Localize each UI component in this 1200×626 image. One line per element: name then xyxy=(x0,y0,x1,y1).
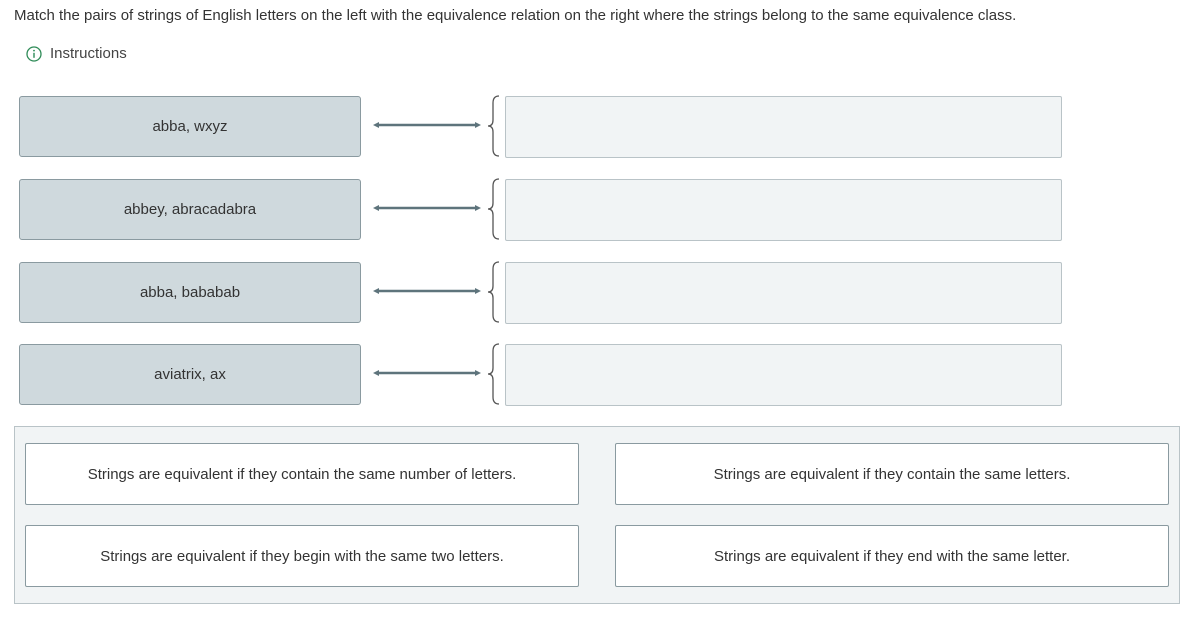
answer-option[interactable]: Strings are equivalent if they contain the same letters. xyxy=(615,443,1169,505)
drop-zone[interactable] xyxy=(505,262,1062,324)
double-arrow-icon xyxy=(373,368,481,378)
brace-icon xyxy=(486,94,502,158)
brace-icon xyxy=(486,177,502,241)
question-text: Match the pairs of strings of English letters on the left with the equivalence relation on the right where the strings belong to the same equivalence class. xyxy=(14,7,1017,24)
answer-option[interactable]: Strings are equivalent if they begin with the same two letters. xyxy=(25,525,579,587)
instructions-toggle[interactable] xyxy=(26,45,127,62)
double-arrow-icon xyxy=(373,286,481,296)
drop-zone[interactable] xyxy=(505,344,1062,406)
pair-item: abba, bababab xyxy=(19,262,361,323)
answer-option[interactable]: Strings are equivalent if they end with the same letter. xyxy=(615,525,1169,587)
brace-icon xyxy=(486,342,502,406)
double-arrow-icon xyxy=(373,120,481,130)
answer-option[interactable]: Strings are equivalent if they contain the same number of letters. xyxy=(25,443,579,505)
brace-icon xyxy=(486,260,502,324)
pair-item: abbey, abracadabra xyxy=(19,179,361,240)
info-icon xyxy=(26,46,42,62)
drop-zone[interactable] xyxy=(505,96,1062,158)
drop-zone[interactable] xyxy=(505,179,1062,241)
double-arrow-icon xyxy=(373,203,481,213)
instructions-label: Instructions xyxy=(50,45,127,62)
answer-bank xyxy=(14,426,1180,604)
pair-item: aviatrix, ax xyxy=(19,344,361,405)
pair-item: abba, wxyz xyxy=(19,96,361,157)
